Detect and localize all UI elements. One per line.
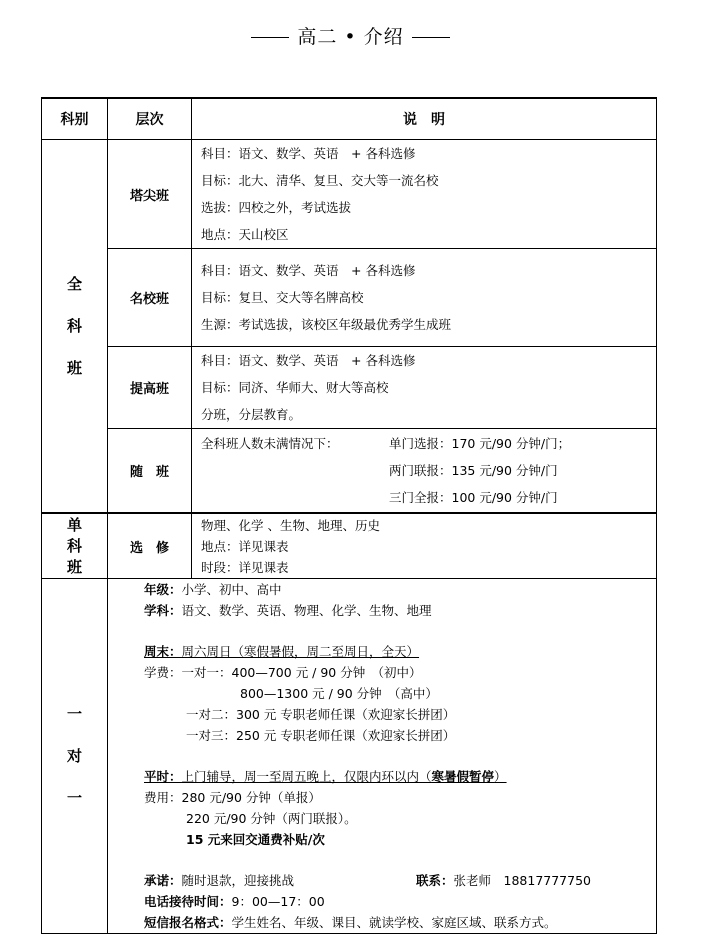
category-single-class: 单 科 班 — [42, 513, 108, 579]
desc-advanced-class: 科目：语文、数学、英语 + 各科选修 目标：同济、华师大、财大等高校 分班，分层教育。 — [192, 347, 657, 429]
desc-elective: 物理、化学 、生物、地理、历史 地点：详见课表 时段：详见课表 — [192, 513, 657, 579]
category-one-on-one: 一 对 一 — [42, 579, 108, 934]
header-description: 说 明 — [192, 98, 657, 140]
desc-elite-class: 科目：语文、数学、英语 + 各科选修 目标：复旦、交大等名牌高校 生源：考试选拔，该校区年级最优秀学生成班 — [192, 249, 657, 347]
header-row — [42, 98, 657, 140]
level-join-class: 随 班 — [108, 429, 192, 514]
level-advanced-class: 提高班 — [108, 347, 192, 429]
desc-join-class: 全科班人数未满情况下： 单门选报：170 元/90 分钟/门； 两门联报：135 元/90 分钟/门 三门全报：100 元/90 分钟/门 — [192, 429, 657, 514]
level-top-class: 塔尖班 — [108, 140, 192, 249]
one-on-one-details: 年级：小学、初中、高中 学科：语文、数学、英语、物理、化学、生物、地理 周末：周六周日（寒假暑假，周二至周日，全天） 学费：一对一：400—700 元 / 90 分钟 （初中） 800—1300 元 / 90 分钟 （高中） 一对二：300 元 专职老师任课（欢迎家长拼团） 一对三：250 元 专职老师任课（欢迎家长拼团） 平时：上门辅导，周一至周五晚上，仅限内环以内（寒暑假暂停） 费用：280 元/90 分钟（单报） 220 元/90 分钟（两门联报）。 15 元来回交通费补贴/次 承诺：随时退款，迎接挑战 联系：张老师 18817777750 电话接待时间：9：00—17：00 短信报名格式：学生姓名、年级、课目、就读学校、家庭区域、联系方式。 — [108, 579, 657, 934]
header-category: 科别 — [42, 98, 108, 140]
category-full-class: 全 科 班 — [42, 140, 108, 514]
course-table — [41, 97, 657, 934]
page-title: 高二 • 介绍 — [0, 22, 701, 49]
row-one-on-one — [42, 579, 657, 934]
title-rule-right — [412, 37, 450, 38]
row-top-class — [42, 140, 657, 249]
title-rule-left — [251, 37, 289, 38]
row-join-class — [42, 429, 657, 514]
desc-top-class: 科目：语文、数学、英语 + 各科选修 目标：北大、清华、复旦、交大等一流名校 选拔：四校之外，考试选拔 地点：天山校区 — [192, 140, 657, 249]
level-elective: 选 修 — [108, 513, 192, 579]
row-elite-class — [42, 249, 657, 347]
row-advanced-class — [42, 347, 657, 429]
header-level: 层次 — [108, 98, 192, 140]
row-single-class — [42, 513, 657, 579]
level-elite-class: 名校班 — [108, 249, 192, 347]
